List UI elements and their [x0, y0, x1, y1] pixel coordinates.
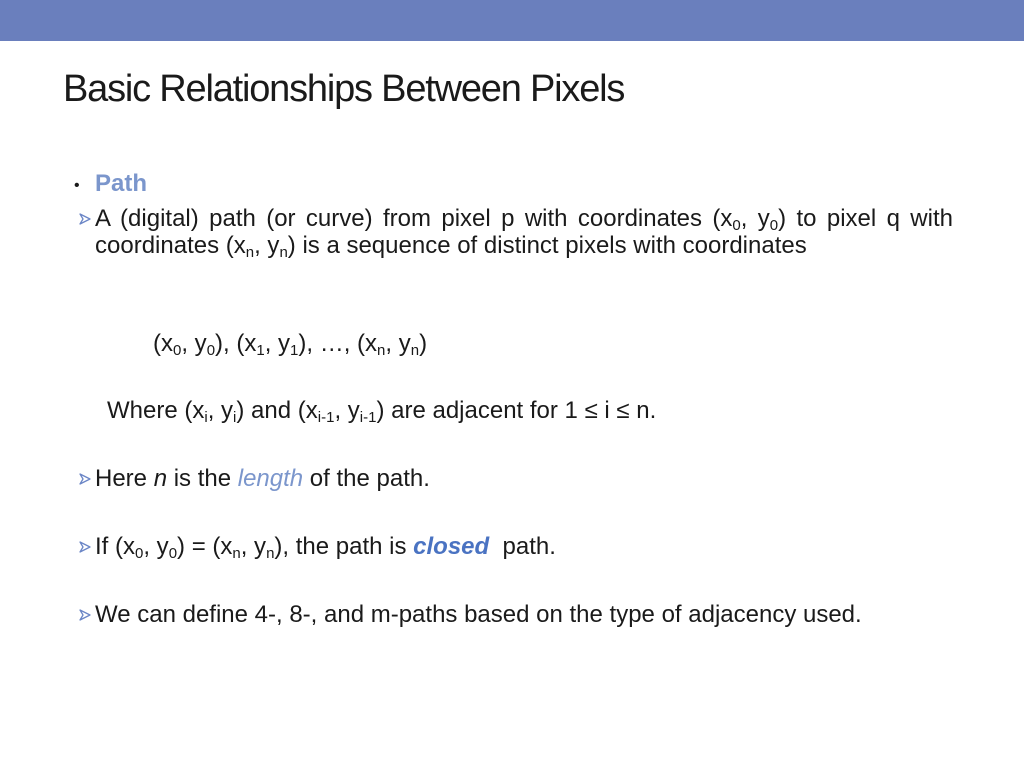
- closed-path-text: If ($x_0$, $y_0) = (x_n$, $y_n$), the path is closed path.: [95, 533, 556, 562]
- section-heading: Path: [95, 170, 148, 197]
- path-length-text: Here n is the length of the path.: [95, 465, 430, 492]
- slide-title: Basic Relationships Between Pixels: [63, 68, 625, 110]
- arrowhead-bullet-icon: [78, 472, 92, 486]
- coordinate-sequence: ($x_0$, $y_0$), ($x_1$, $y_1$), …, ($x_n$, $y_n$): [153, 330, 428, 359]
- arrowhead-bullet-icon: [78, 540, 92, 554]
- arrowhead-bullet-icon: [78, 608, 92, 622]
- bullet-dot-icon: •: [74, 177, 80, 194]
- arrowhead-bullet-icon: [78, 212, 92, 226]
- path-types-text: We can define 4-, 8-, and m-paths based on the type of adjacency used.: [95, 601, 862, 628]
- adjacency-condition: Where ($x_i$, $y_i$) and ($x_{i-1}$, $y_{i-1}$) are adjacent for 1 ≤ i ≤ n.: [107, 397, 657, 426]
- path-definition-text: A (digital) path (or curve) from pixel p with coordinates ($x_0$, $y_0$) to pixel q with coordinates ($x_n$, $y_n$) is a sequence of distinct pixels with coordinates: [95, 205, 953, 261]
